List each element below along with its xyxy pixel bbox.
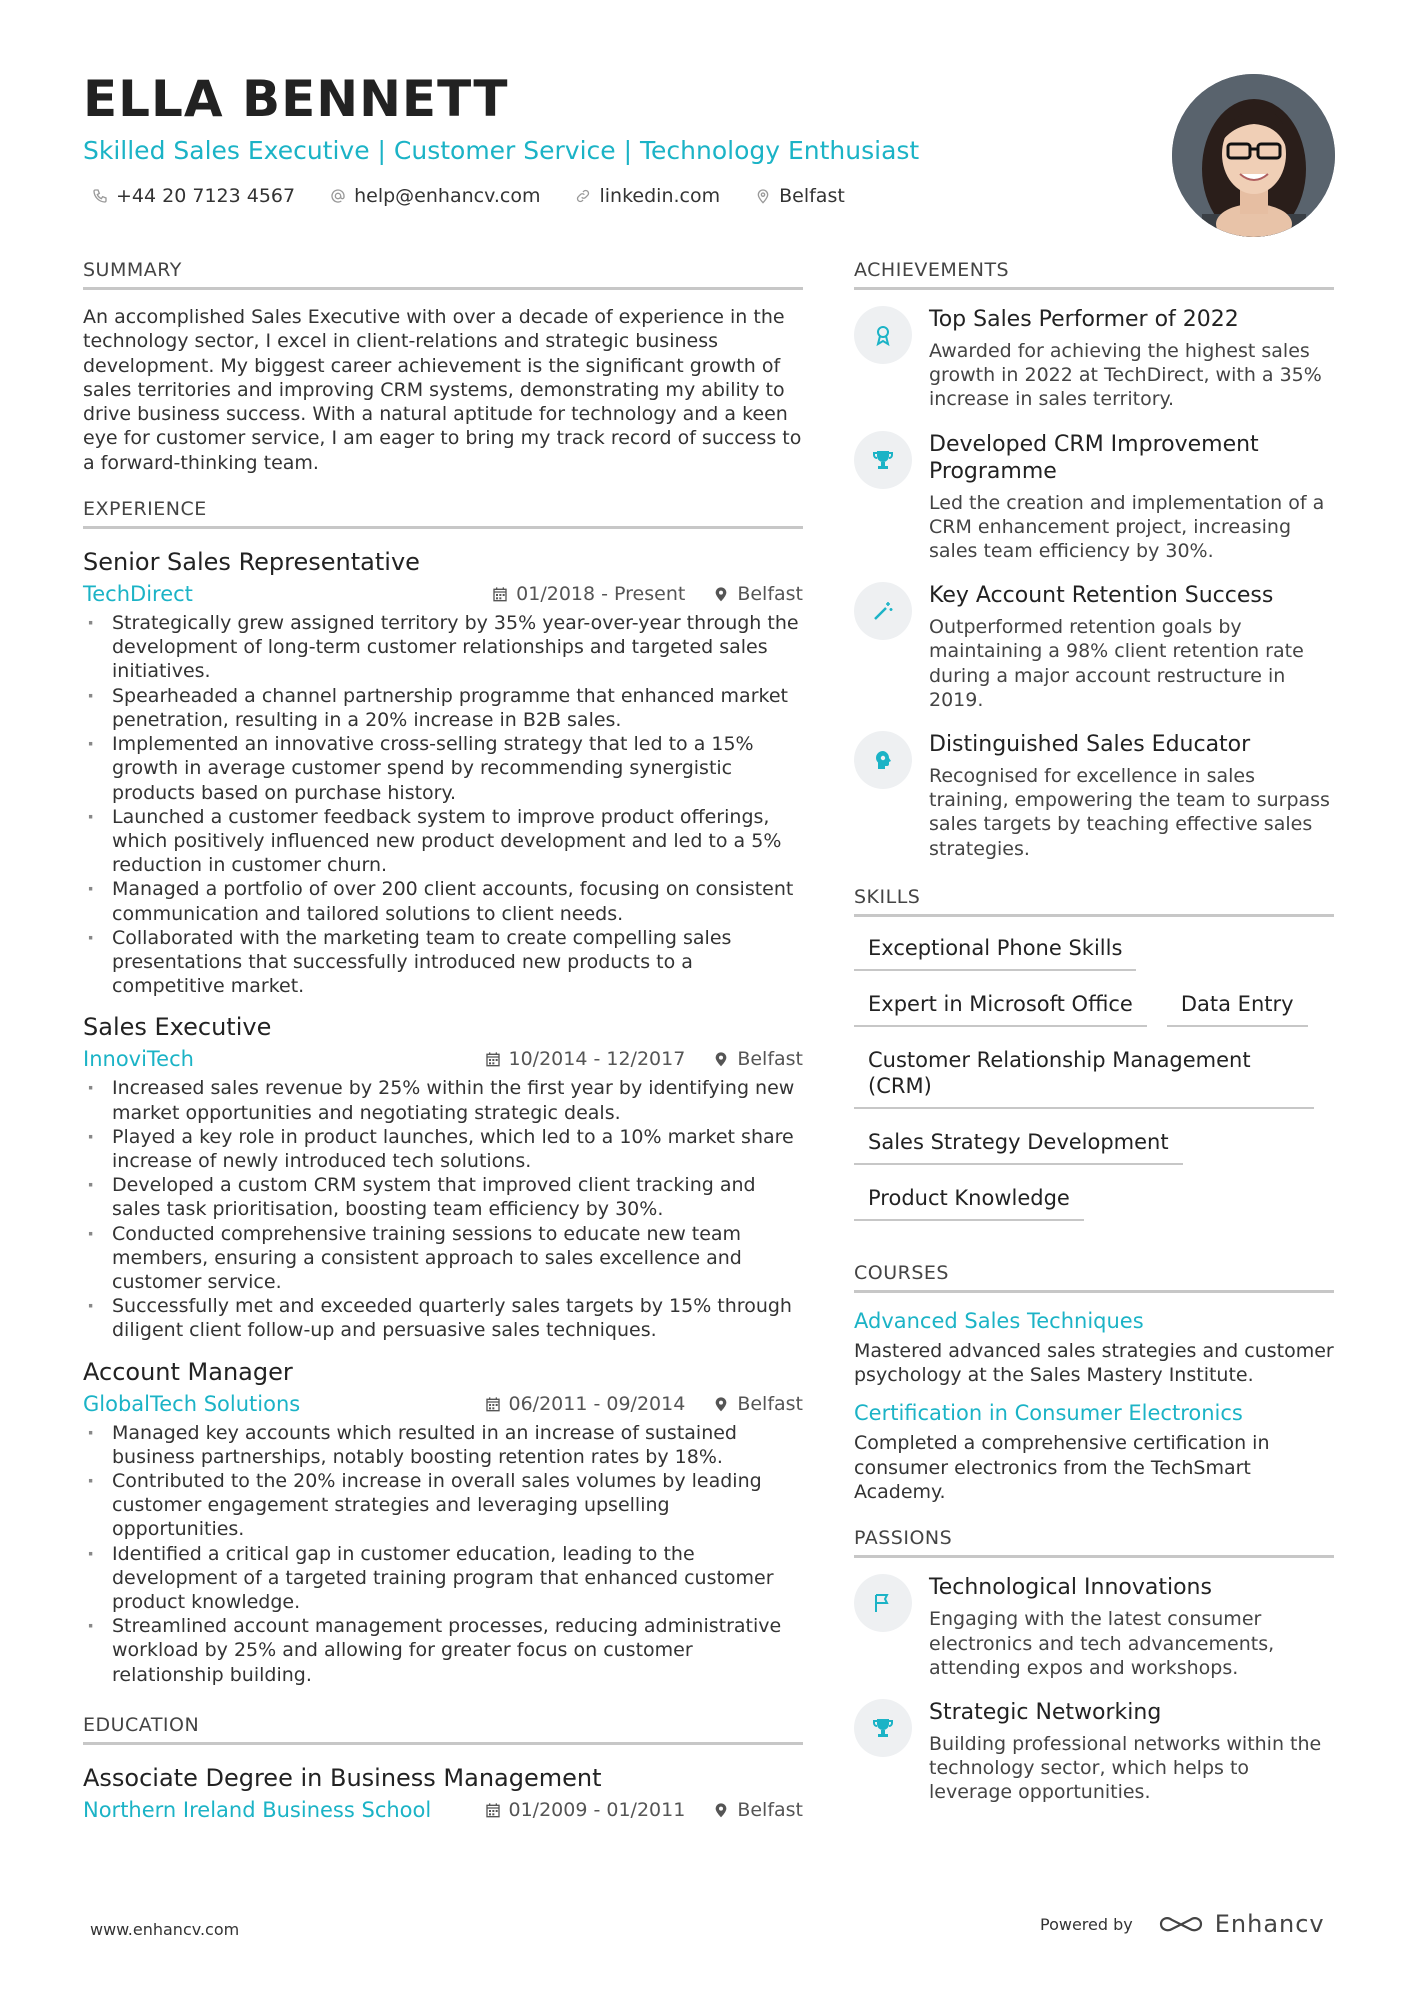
skill-tag: Expert in Microsoft Office xyxy=(854,985,1147,1027)
resume-header xyxy=(83,70,1143,208)
left-column xyxy=(83,258,803,1823)
school-name: Northern Ireland Business School xyxy=(83,1797,432,1822)
list-item: · Identified a critical gap in customer education, leading to the development of a targeted training program that enhanced customer product knowledge. xyxy=(83,1542,803,1615)
right-column xyxy=(854,258,1334,1805)
course-item xyxy=(854,1307,1334,1388)
email-text: help@enhancv.com xyxy=(354,185,541,207)
skill-tag: Data Entry xyxy=(1167,985,1308,1027)
company-name: InnoviTech xyxy=(83,1047,194,1072)
achievement-desc: Awarded for achieving the highest sales growth in 2022 at TechDirect, with a 35% increase in sales territory. xyxy=(929,340,1322,411)
achievement-title: Top Sales Performer of 2022 xyxy=(929,307,1239,332)
job-dates: 06/2011 - 09/2014 xyxy=(485,1393,686,1415)
contact-row xyxy=(83,184,1143,208)
job-entry xyxy=(83,1012,803,1342)
candidate-tagline: Skilled Sales Executive | Customer Service | Technology Enthusiast xyxy=(83,136,920,165)
trophy-icon xyxy=(854,1699,912,1757)
achievement-desc: Led the creation and implementation of a CRM enhancement project, increasing sales team efficiency by 30%. xyxy=(929,491,1325,563)
flag-icon xyxy=(854,1574,912,1632)
passion-title: Strategic Networking xyxy=(929,1699,1162,1725)
job-bullets xyxy=(83,611,803,998)
calendar-icon xyxy=(485,1802,501,1818)
enhancv-logo-icon xyxy=(1157,1912,1205,1936)
education-location: Belfast xyxy=(713,1799,803,1821)
achievement-title: Key Account Retention Success xyxy=(929,583,1274,609)
list-item: · Spearheaded a channel partnership programme that enhanced market penetration, resulting in a 20% increase in B2B sales. xyxy=(83,684,803,732)
calendar-icon xyxy=(485,1051,501,1067)
achievement-desc: Outperformed retention goals by maintaining a 98% client retention rate during a major account restructure in 2019. xyxy=(929,616,1304,711)
list-item: · Streamlined account management processes, reducing administrative workload by 25% and allowing for greater focus on customer relationship building. xyxy=(83,1614,803,1687)
list-item: · Played a key role in product launches, which led to a 10% market share increase of newly introduced tech solutions. xyxy=(83,1125,803,1173)
skills-heading: SKILLS xyxy=(854,885,1334,917)
passion-item xyxy=(854,1699,1334,1805)
contact-email[interactable] xyxy=(330,184,540,208)
contact-linkedin[interactable] xyxy=(575,184,720,208)
job-location: Belfast xyxy=(713,1393,803,1415)
achievement-title: Distinguished Sales Educator xyxy=(929,732,1251,758)
job-bullets xyxy=(83,1076,803,1342)
course-title: Certification in Consumer Electronics xyxy=(854,1401,1243,1426)
calendar-icon xyxy=(492,586,508,602)
passions-heading: PASSIONS xyxy=(854,1526,1334,1558)
list-item: · Launched a customer feedback system to improve product offerings, which positively influenced new product development and led to a 5% reduction in customer churn. xyxy=(83,805,803,878)
job-title: Senior Sales Representative xyxy=(83,548,420,577)
trophy-icon xyxy=(854,431,912,489)
job-entry xyxy=(83,1357,803,1687)
skills-list xyxy=(854,929,1334,1235)
at-icon xyxy=(330,188,346,204)
achievement-item xyxy=(854,731,1334,861)
list-item: · Conducted comprehensive training sessions to educate new team members, ensuring a consistent approach to sales excellence and customer service. xyxy=(83,1222,803,1295)
list-item: · Strategically grew assigned territory by 35% year-over-year through the development of long-term customer relationships and targeted sales initiatives. xyxy=(83,611,803,684)
contact-phone[interactable] xyxy=(92,184,295,208)
skill-tag: Product Knowledge xyxy=(854,1179,1084,1221)
experience-heading: EXPERIENCE xyxy=(83,497,803,529)
list-item: · Developed a custom CRM system that improved client tracking and sales task prioritisation, boosting team efficiency by 30%. xyxy=(83,1173,803,1221)
award-icon xyxy=(854,306,912,364)
job-entry xyxy=(83,547,803,998)
job-title: Sales Executive xyxy=(83,1013,272,1042)
contact-location xyxy=(755,184,845,208)
linkedin-text: linkedin.com xyxy=(599,185,721,207)
company-name: GlobalTech Solutions xyxy=(83,1391,301,1416)
job-dates: 10/2014 - 12/2017 xyxy=(485,1048,686,1070)
courses-heading: COURSES xyxy=(854,1261,1334,1293)
profile-photo xyxy=(1172,74,1335,237)
candidate-name: ELLA BENNETT xyxy=(83,70,509,128)
powered-by-label: Powered by xyxy=(1040,1914,1133,1934)
footer-website[interactable]: www.enhancv.com xyxy=(90,1920,240,1939)
achievements-heading: ACHIEVEMENTS xyxy=(854,258,1334,290)
course-desc: Completed a comprehensive certification in consumer electronics from the TechSmart Academy. xyxy=(854,1432,1270,1504)
location-text: Belfast xyxy=(779,185,845,207)
achievement-item xyxy=(854,306,1334,412)
achievement-desc: Recognised for excellence in sales training, empowering the team to surpass sales targets by teaching effective sales strategies. xyxy=(929,765,1330,860)
location-pin-icon xyxy=(713,1802,729,1818)
list-item: · Managed key accounts which resulted in an increase of sustained business partnerships, notably boosting retention rates by 18%. xyxy=(83,1421,803,1469)
list-item: · Contributed to the 20% increase in overall sales volumes by leading customer engagement strategies and leveraging upselling opportunities. xyxy=(83,1469,803,1542)
passion-item xyxy=(854,1574,1334,1680)
summary-text: An accomplished Sales Executive with over a decade of experience in the technology sector, I excel in client-relations and strategic business development. My biggest career achievement is the significant growth of sales territories and improving CRM systems, demonstrating my ability to drive business success. With a natural aptitude for technology and a keen eye for customer service, I am eager to bring my track record of success to a forward-thinking team. xyxy=(83,306,802,474)
job-location: Belfast xyxy=(713,1048,803,1070)
list-item: · Collaborated with the marketing team to create compelling sales presentations that successfully introduced new products to a competitive market. xyxy=(83,926,803,999)
summary-heading: SUMMARY xyxy=(83,258,803,290)
location-pin-icon xyxy=(713,586,729,602)
skill-tag: Customer Relationship Management (CRM) xyxy=(854,1041,1314,1109)
achievement-item xyxy=(854,582,1334,712)
footer-powered-by xyxy=(1040,1910,1325,1938)
magic-wand-icon xyxy=(854,582,912,640)
link-icon xyxy=(575,188,591,204)
phone-text: +44 20 7123 4567 xyxy=(116,185,296,207)
location-pin-icon xyxy=(713,1396,729,1412)
passion-desc: Engaging with the latest consumer electronics and tech advancements, attending expos and workshops. xyxy=(929,1608,1275,1679)
brand-name: Enhancv xyxy=(1214,1910,1325,1938)
skill-tag: Sales Strategy Development xyxy=(854,1123,1183,1165)
course-item xyxy=(854,1399,1334,1504)
course-desc: Mastered advanced sales strategies and customer psychology at the Sales Mastery Institute. xyxy=(854,1339,1334,1387)
list-item: · Managed a portfolio of over 200 client accounts, focusing on consistent communication and tailored solutions to client needs. xyxy=(83,877,803,925)
job-dates: 01/2018 - Present xyxy=(492,583,685,605)
company-name: TechDirect xyxy=(83,582,193,607)
course-title: Advanced Sales Techniques xyxy=(854,1308,1144,1333)
phone-icon xyxy=(92,188,108,204)
list-item: · Increased sales revenue by 25% within the first year by identifying new market opportunities and negotiating strategic deals. xyxy=(83,1076,803,1124)
list-item: · Implemented an innovative cross-selling strategy that led to a 15% growth in average customer spend by recommending synergistic products based on purchase history. xyxy=(83,732,803,805)
achievement-title: Developed CRM Improvement Programme xyxy=(929,431,1259,484)
calendar-icon xyxy=(485,1396,501,1412)
education-heading: EDUCATION xyxy=(83,1713,803,1745)
head-idea-icon xyxy=(854,731,912,789)
skill-tag: Exceptional Phone Skills xyxy=(854,929,1136,971)
job-location: Belfast xyxy=(713,583,803,605)
location-pin-icon xyxy=(755,188,771,204)
location-pin-icon xyxy=(713,1051,729,1067)
education-dates: 01/2009 - 01/2011 xyxy=(485,1799,686,1821)
job-bullets xyxy=(83,1421,803,1687)
education-entry xyxy=(83,1763,803,1823)
degree-title: Associate Degree in Business Management xyxy=(83,1763,602,1792)
passion-desc: Building professional networks within the technology sector, which helps to leverage opportunities. xyxy=(929,1732,1322,1804)
passion-title: Technological Innovations xyxy=(929,1575,1212,1601)
achievement-item xyxy=(854,431,1334,564)
list-item: · Successfully met and exceeded quarterly sales targets by 15% through diligent client follow-up and persuasive sales techniques. xyxy=(83,1294,803,1342)
job-title: Account Manager xyxy=(83,1357,293,1386)
